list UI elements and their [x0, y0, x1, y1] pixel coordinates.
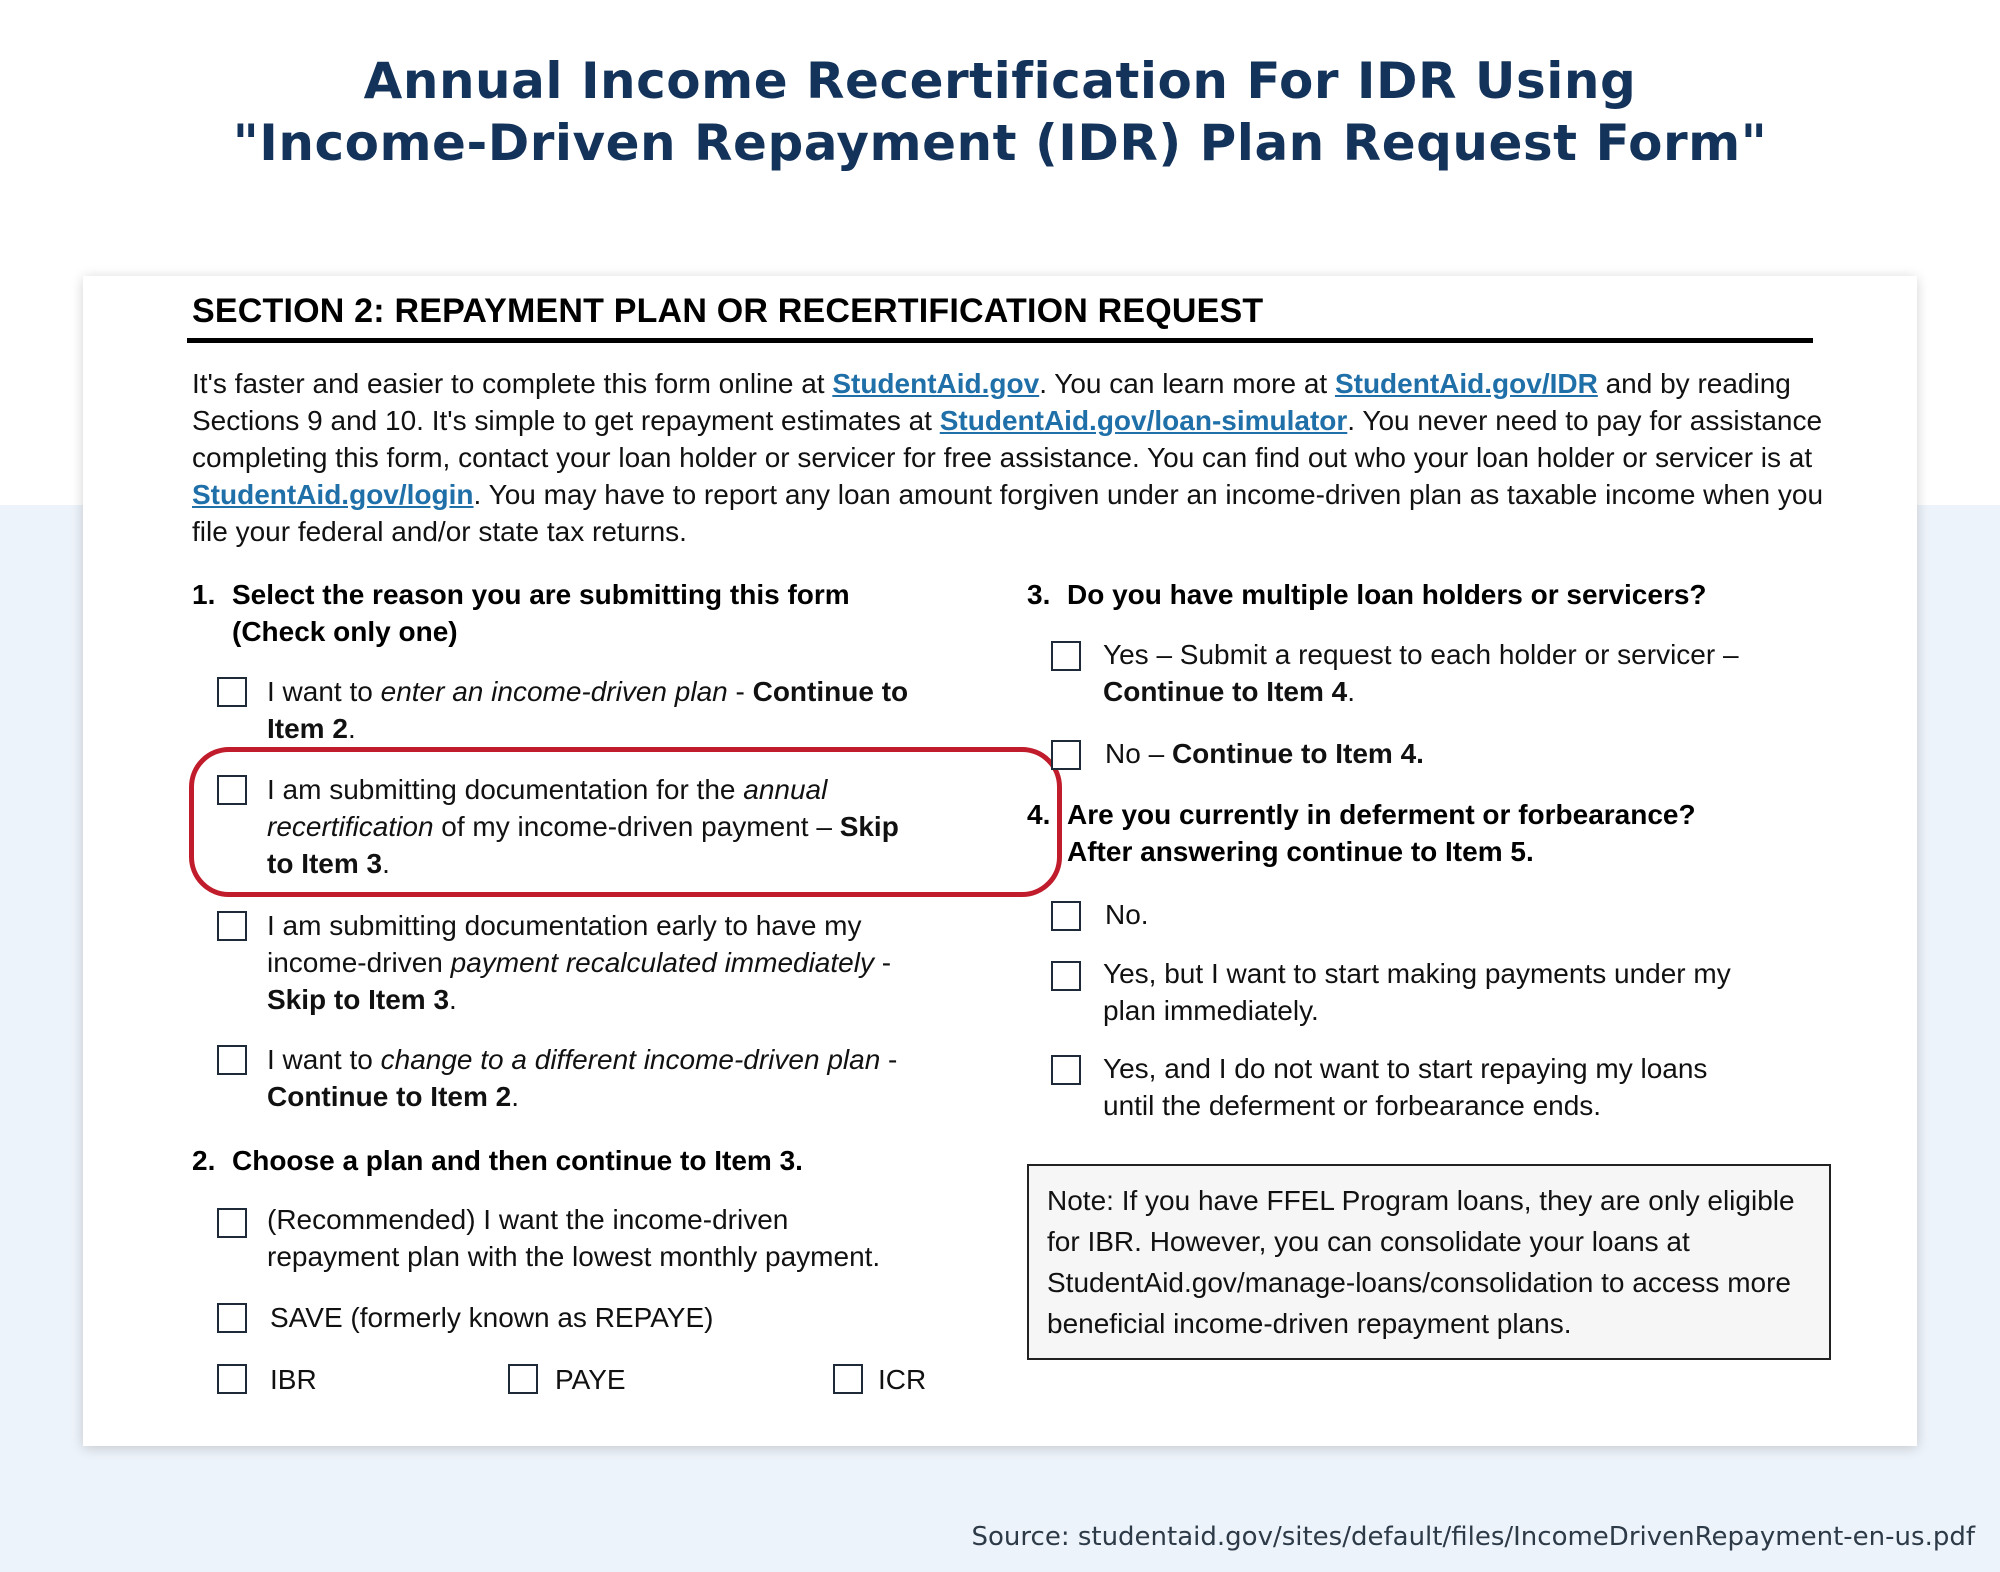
q2-number: 2. — [192, 1145, 216, 1176]
q2-option-recommended-label: (Recommended) I want the income-driven repayment plan with the lowest monthly payment. — [267, 1204, 881, 1272]
loan-simulator-link[interactable]: StudentAid.gov/loan-simulator — [939, 405, 1348, 436]
highlight-annual-recertification — [189, 747, 1062, 897]
q1-option-change-checkbox[interactable] — [217, 1045, 247, 1075]
q3-number: 3. — [1027, 579, 1051, 610]
q1-option-early-label: I am submitting documentation early to have my income-driven payment recalculated immediately - Skip to Item 3. — [267, 910, 892, 1015]
q3-option-yes-label: Yes – Submit a request to each holder or servicer – Continue to Item 4. — [1103, 639, 1739, 707]
q1-option-change-label: I want to change to a different income-driven plan - Continue to Item 2. — [267, 1044, 898, 1112]
page-title-line-1: Annual Income Recertification For IDR Using — [363, 52, 1637, 110]
q1-option-annual-recert-label: I am submitting documentation for the annual recertification of my income-driven payment – Skip to Item 3. — [267, 774, 899, 879]
intro-text: and by reading Sections 9 and 10. It's simple to get repayment estimates at — [192, 368, 1791, 436]
page-title — [0, 50, 2000, 174]
q4-label-line-1: Are you currently in deferment or forbearance? — [1067, 799, 1696, 830]
intro-text: . You never need to pay for assistance completing this form, contact your loan holder or servicer for free assistance. You can find out who your loan holder or servicer is at — [192, 405, 1823, 473]
intro-text: . You may have to report any loan amount forgiven under an income-driven plan as taxable income when you file your federal and/or state tax returns. — [192, 479, 1824, 547]
q4-label — [1067, 796, 1847, 870]
q1-label — [232, 576, 992, 650]
q4-label-line-2: After answering continue to Item 5. — [1067, 836, 1534, 867]
intro-text: . You can learn more at — [1039, 368, 1335, 399]
source-citation: Source: studentaid.gov/sites/default/files/IncomeDrivenRepayment-en-us.pdf — [971, 1522, 1975, 1552]
q2-option-icr-checkbox[interactable] — [833, 1364, 863, 1394]
idr-link[interactable]: StudentAid.gov/IDR — [1334, 368, 1598, 399]
studentaid-link[interactable]: StudentAid.gov — [832, 368, 1040, 399]
q4-option-no-checkbox[interactable] — [1051, 901, 1081, 931]
q2-option-save-checkbox[interactable] — [217, 1303, 247, 1333]
q2-option-ibr-checkbox[interactable] — [217, 1364, 247, 1394]
q4-option-yes-start-label: Yes, but I want to start making payments under my plan immediately. — [1103, 958, 1731, 1026]
intro-paragraph — [192, 365, 1832, 550]
q4-option-yes-defer-checkbox[interactable] — [1051, 1055, 1081, 1085]
q1-label-line-2: (Check only one) — [232, 616, 458, 647]
q2-option-paye-checkbox[interactable] — [508, 1364, 538, 1394]
section-heading: SECTION 2: REPAYMENT PLAN OR RECERTIFICATION REQUEST — [192, 292, 1264, 330]
intro-text: It's faster and easier to complete this form online at — [192, 368, 833, 399]
page-title-line-2: "Income-Driven Repayment (IDR) Plan Request Form" — [232, 114, 1768, 172]
q1-option-enter-label: I want to enter an income-driven plan - Continue to Item 2. — [267, 676, 909, 744]
login-link[interactable]: StudentAid.gov/login — [192, 479, 474, 510]
q4-option-no-label: No. — [1105, 899, 1149, 930]
q1-label-line-1: Select the reason you are submitting this form — [232, 579, 850, 610]
q2-option-paye-label: PAYE — [555, 1364, 626, 1395]
q2-option-ibr-label: IBR — [270, 1364, 317, 1395]
q3-option-no-label: No – Continue to Item 4. — [1105, 738, 1424, 769]
q3-label: Do you have multiple loan holders or servicers? — [1067, 579, 1707, 610]
q1-option-early-checkbox[interactable] — [217, 911, 247, 941]
section-divider — [187, 338, 1813, 343]
q2-option-save-label: SAVE (formerly known as REPAYE) — [270, 1302, 714, 1333]
q3-option-no-checkbox[interactable] — [1051, 740, 1081, 770]
q4-option-yes-start-checkbox[interactable] — [1051, 961, 1081, 991]
q3-option-yes-checkbox[interactable] — [1051, 641, 1081, 671]
form-card — [83, 276, 1917, 1446]
q2-label: Choose a plan and then continue to Item 3. — [232, 1145, 803, 1176]
q2-option-icr-label: ICR — [878, 1364, 927, 1395]
q4-option-yes-defer-label: Yes, and I do not want to start repaying my loans until the deferment or forbearance ends. — [1103, 1053, 1708, 1121]
note-text: Note: If you have FFEL Program loans, they are only eligible for IBR. However, you can consolidate your loans at StudentAid.gov/manage-loans/consolidation to access more beneficial income-driven repayment plans. — [1047, 1185, 1795, 1339]
q2-option-recommended-checkbox[interactable] — [217, 1208, 247, 1238]
q1-number: 1. — [192, 579, 216, 610]
q4-number: 4. — [1027, 799, 1051, 830]
q1-option-enter-checkbox[interactable] — [217, 677, 247, 707]
